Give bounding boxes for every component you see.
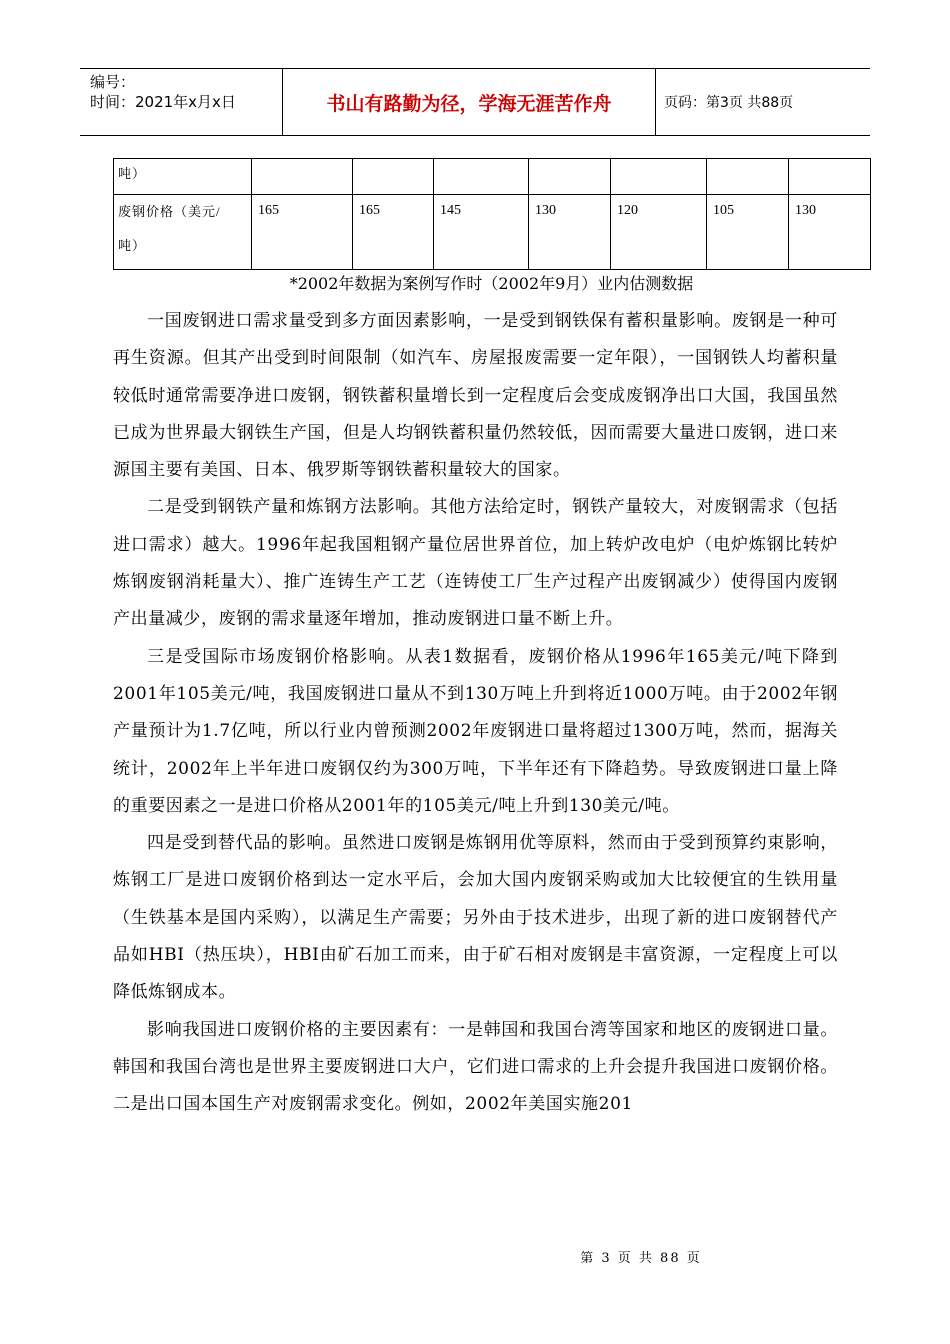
paragraph: 影响我国进口废钢价格的主要因素有：一是韩国和我国台湾等国家和地区的废钢进口量。韩国和我国台湾也是世界主要废钢进口大户，它们进口需求的上升会提升我国进口废钢价格。二是出口国本国生产对废钢需求变化。例如，2002年美国实施201 — [113, 1019, 838, 1115]
paragraph: 四是受到替代品的影响。虽然进口废钢是炼钢用优等原料，然而由于受到预算约束影响，炼钢工厂是进口废钢价格到达一定水平后，会加大国内废钢采购或加大比较便宜的生铁用量（生铁基本是国内采购），以满足生产需要；另外由于技术进步，出现了新的进口废钢替代产品如HBI（热压块），HBI由矿石加工而来，由于矿石相对废钢是丰富资源，一定程度上可以降低炼钢成本。 — [113, 833, 838, 1003]
table-row — [114, 195, 871, 270]
row-label — [114, 195, 252, 270]
table-cell: 130 — [789, 195, 871, 270]
table-cell: 165 — [353, 195, 434, 270]
table-cell: 165 — [252, 195, 353, 270]
table-cell — [707, 159, 789, 195]
paragraph: 三是受国际市场废钢价格影响。从表1数据看，废钢价格从1996年165美元/吨下降到2001年105美元/吨，我国废钢进口量从不到130万吨上升到将近1000万吨。由于2002年钢产量预计为1.7亿吨，所以行业内曾预测2002年废钢进口量将超过1300万吨，然而，据海关统计，2002年上半年进口废钢仅约为300万吨，下半年还有下降趋势。导致废钢进口量上降的重要因素之一是进口价格从2001年的105美元/吨上升到130美元/吨。 — [113, 646, 838, 816]
table-cell — [529, 159, 611, 195]
page-footer: 第 3 页 共 88 页 — [580, 1251, 702, 1266]
paragraph: 一国废钢进口需求量受到多方面因素影响，一是受到钢铁保有蓄积量影响。废钢是一种可再生资源。但其产出受到时间限制（如汽车、房屋报废需要一定年限），一国钢铁人均蓄积量较低时通常需要净进口废钢，钢铁蓄积量增长到一定程度后会变成废钢净出口大国，我国虽然已成为世界最大钢铁生产国，但是人均钢铁蓄积量仍然较低，因而需要大量进口废钢，进口来源国主要有美国、日本、俄罗斯等钢铁蓄积量较大的国家。 — [113, 311, 838, 481]
table-cell — [789, 159, 871, 195]
table-cell: 145 — [434, 195, 529, 270]
scrap-steel-table — [113, 158, 871, 270]
table-cell: 120 — [611, 195, 707, 270]
table-note: *2002年数据为案例写作时（2002年9月）业内估测数据 — [289, 274, 694, 293]
header-meta — [80, 69, 283, 135]
row-label-line: 吨） — [118, 238, 147, 253]
page-header — [80, 68, 870, 136]
header-motto: 书山有路勤为径，学海无涯苦作舟 — [283, 69, 656, 135]
table-cell — [353, 159, 434, 195]
table-cell: 130 — [529, 195, 611, 270]
paragraph: 二是受到钢铁产量和炼钢方法影响。其他方法给定时，钢铁产量较大，对废钢需求（包括进口需求）越大。1996年起我国粗钢产量位居世界首位，加上转炉改电炉（电炉炼钢比转炉炼钢废钢消耗量大）、推广连铸生产工艺（连铸使工厂生产过程产出废钢减少）使得国内废钢产出量减少，废钢的需求量逐年增加，推动废钢进口量不断上升。 — [113, 497, 838, 630]
table-cell — [252, 159, 353, 195]
table-cell — [611, 159, 707, 195]
row-label: 吨） — [114, 159, 252, 195]
document-number: 编号： — [90, 73, 136, 91]
table-cell: 105 — [707, 195, 789, 270]
header-page-info: 页码：第3页 共88页 — [664, 95, 794, 111]
table-row — [114, 159, 871, 195]
row-label-line: 废钢价格（美元/ — [118, 204, 221, 219]
document-date: 时间：2021年x月x日 — [90, 93, 236, 111]
body-text — [113, 303, 838, 1124]
table-cell — [434, 159, 529, 195]
